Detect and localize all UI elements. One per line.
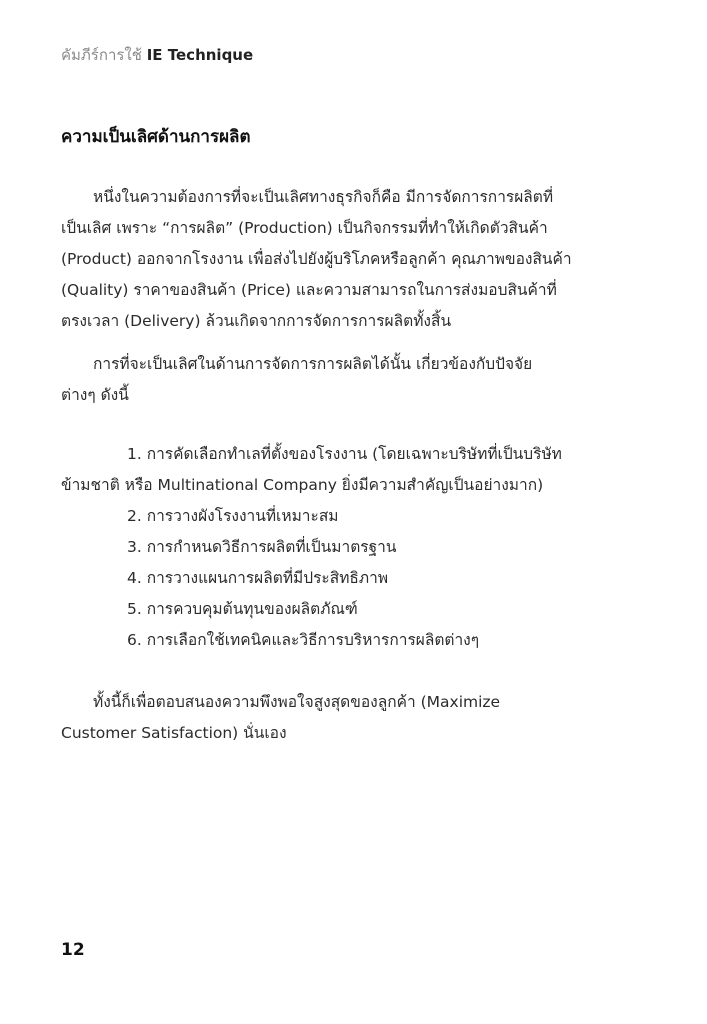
paragraph-1-line: หนึ่งในความต้องการที่จะเป็นเลิศทางธุรกิจก็คือ มีการจัดการการผลิตที่ bbox=[93, 188, 554, 206]
paragraph-3-line: ทั้งนี้ก็เพื่อตอบสนองความพึงพอใจสูงสุดของลูกค้า (Maximize bbox=[93, 693, 501, 711]
factor-item-6: 6. การเลือกใช้เทคนิคและวิธีการบริหารการผลิตต่างๆ bbox=[127, 631, 480, 649]
paragraph-1-line: เป็นเลิศ เพราะ “การผลิต” (Production) เป็นกิจกรรมที่ทำให้เกิดตัวสินค้า bbox=[61, 219, 548, 237]
factor-item-1: 1. การคัดเลือกทำเลที่ตั้งของโรงงาน (โดยเฉพาะบริษัทที่เป็นบริษัท bbox=[127, 445, 562, 463]
paragraph-3 bbox=[61, 687, 600, 749]
paragraph-2-line: การที่จะเป็นเลิศในด้านการจัดการการผลิตได้นั้น เกี่ยวข้องกับปัจจัย bbox=[93, 355, 533, 373]
paragraph-1-line: (Product) ออกจากโรงงาน เพื่อส่งไปยังผู้บริโภคหรือลูกค้า คุณภาพของสินค้า bbox=[61, 250, 572, 268]
paragraph-2 bbox=[61, 349, 600, 411]
paragraph-1-line: ตรงเวลา (Delivery) ล้วนเกิดจากการจัดการการผลิตทั้งสิ้น bbox=[61, 312, 452, 330]
paragraph-2-line: ต่างๆ ดังนี้ bbox=[61, 386, 129, 404]
factor-item-1-continuation: ข้ามชาติ หรือ Multinational Company ยิ่งมีความสำคัญเป็นอย่างมาก) bbox=[61, 476, 544, 494]
paragraph-1-line: (Quality) ราคาของสินค้า (Price) และความสามารถในการส่งมอบสินค้าที่ bbox=[61, 281, 557, 299]
factor-item-5: 5. การควบคุมต้นทุนของผลิตภัณฑ์ bbox=[127, 600, 358, 618]
section-heading: ความเป็นเลิศด้านการผลิต bbox=[61, 127, 251, 147]
paragraph-3-line: Customer Satisfaction) นั่นเอง bbox=[61, 724, 287, 742]
page-number: 12 bbox=[61, 940, 85, 960]
factor-item-3: 3. การกำหนดวิธีการผลิตที่เป็นมาตรฐาน bbox=[127, 538, 397, 556]
paragraph-1 bbox=[61, 182, 600, 337]
running-header bbox=[61, 44, 253, 66]
book-title-latin: IE Technique bbox=[146, 46, 254, 64]
book-title-thai: คัมภีร์การใช้ bbox=[61, 46, 142, 64]
factor-item-2: 2. การวางผังโรงงานที่เหมาะสม bbox=[127, 507, 339, 525]
factor-item-4: 4. การวางแผนการผลิตที่มีประสิทธิภาพ bbox=[127, 569, 389, 587]
